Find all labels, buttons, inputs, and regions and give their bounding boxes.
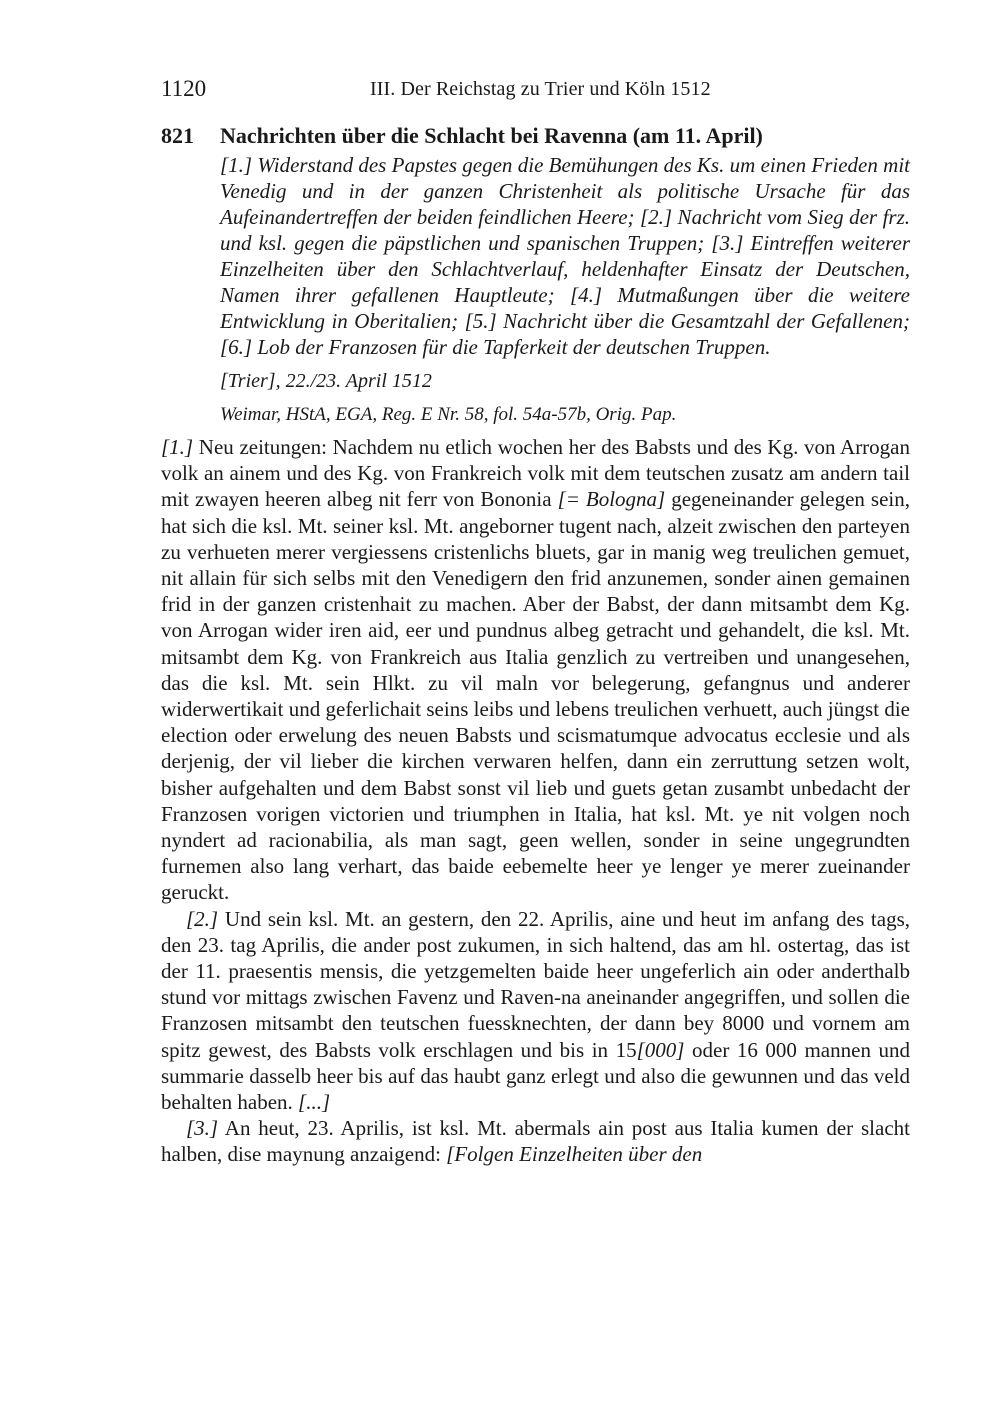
page: [161, 76, 910, 1168]
document-heading: [161, 122, 910, 150]
editorial-note: [Folgen Einzelheiten über den: [446, 1142, 703, 1167]
paragraph-2: [161, 906, 910, 1116]
paragraph-3: [161, 1115, 910, 1167]
text-segment: An heut, 23. Aprilis, ist ksl. Mt. abermals ain post aus Italia kumen der slacht halben, dise maynung anzaigend:: [161, 1116, 910, 1167]
editorial-note: [...]: [298, 1090, 331, 1115]
section-marker: [3.]: [186, 1116, 219, 1141]
paragraph-1: [161, 434, 910, 906]
running-head: [161, 76, 910, 106]
text-segment: oder 16 000 mannen und summarie dasselb heer bis auf das haubt ganz erlegt und also die gewunnen und das veld behalten haben.: [161, 1037, 910, 1115]
editorial-note: [= Bologna]: [557, 487, 666, 512]
document-title: Nachrichten über die Schlacht bei Ravenna (am 11. April): [220, 123, 763, 148]
section-marker: [1.]: [161, 435, 194, 459]
editorial-note: [000]: [636, 1037, 685, 1062]
page-number: 1120: [161, 76, 207, 101]
text-segment: Und sein ksl. Mt. an gestern, den 22. Aprilis, aine und heut im anfang des tags, den 23. tag Aprilis, die ander post zukumen, in sich haltend, das am hl. ostertag, das ist der 11. praesentis mensis, die yetzgemelten baide heer ungeferlich ain oder anderthalb stund vor mittags zwischen Favenz und Raven-na aneinander angegriffen, und sollen die Franzosen mitsambt den teutschen fuessknechten, der dann bey 8000 und vornem am spitz gewest, des Babsts volk erschlagen und bis in 15: [161, 906, 910, 1062]
regest-summary: [1.] Widerstand des Papstes gegen die Bemühungen des Ks. um einen Frieden mit Venedig und in der ganzen Christenheit als politische Ursache für das Aufeinandertreffen der beiden feindlichen Heere; [2.] Nachricht vom Sieg der frz. und ksl. gegen die päpstlichen und spanischen Truppen; [3.] Eintreffen weiterer Einzelheiten über den Schlachtverlauf, heldenhafter Einsatz der Deutschen, Namen ihrer gefallenen Hauptleute; [4.] Mutmaßungen über die weitere Entwicklung in Oberitalien; [5.] Nachricht über die Gesamtzahl der Gefallenen; [6.] Lob der Franzosen für die Tapferkeit der deutschen Truppen.: [220, 153, 910, 359]
source-reference: Weimar, HStA, EGA, Reg. E Nr. 58, fol. 54a-57b, Orig. Pap.: [220, 404, 677, 425]
text-segment: Neu zeitungen: Nachdem nu etlich wochen her des Babsts und des Kg. von Arrogan volk an ainem und des Kg. von Frankreich volk mit dem teutschen zusatz am andern tail mit zwayen heeren albeg nit ferr von Bononia: [161, 435, 910, 512]
date-place: [Trier], 22./23. April 1512: [220, 370, 432, 392]
section-marker: [2.]: [186, 906, 219, 931]
text-segment: gegeneinander gelegen sein, hat sich die ksl. Mt. seiner ksl. Mt. angeborner tugent nach, alzeit zwischen den parteyen zu verhueten merer vergiessens cristenlichs bluets, gar in manig weg treulichen gemuet, nit allain für sich selbs mit den Venedigern den frid anzunemen, sonder ainen gemainen frid in der ganzen cristenhait zu machen. Aber der Babst, der dann mitsambt dem Kg. von Arrogan wider iren aid, eer und pundnus albeg getracht und gehandelt, die ksl. Mt. mitsambt dem Kg. von Frankreich aus Italia genzlich zu vertreiben und unangesehen, das die ksl. Mt. sein Hlkt. zu vil maln vor belegerung, gefangnus und anderer widerwertikait und geferlichait seins leibs und lebens treulichen verhuett, auch jüngst die election oder erwelung des neuen Babsts und scismatumque advocatus ecclesie und als derjenig, der vil lieber die kirchen verwaren helfen, dann ein zerruttung setzen wolt, bisher aufgehalten und dem Babst sonst vil lieb und guets getan zusambt unbedacht der Franzosen vorigen victorien und triumphen in Italia, hat ksl. Mt. ye nit volgen noch nyndert ad racionabilia, als man sagt, geen wellen, sonder in seine ungegrundten furnemen also lang verhart, das baide eebemelte heer ye lenger ye merer zueinander geruckt.: [161, 487, 910, 905]
running-title: III. Der Reichstag zu Trier und Köln 1512: [370, 78, 711, 100]
document-text: [161, 434, 910, 1168]
document-number: 821: [161, 123, 194, 148]
